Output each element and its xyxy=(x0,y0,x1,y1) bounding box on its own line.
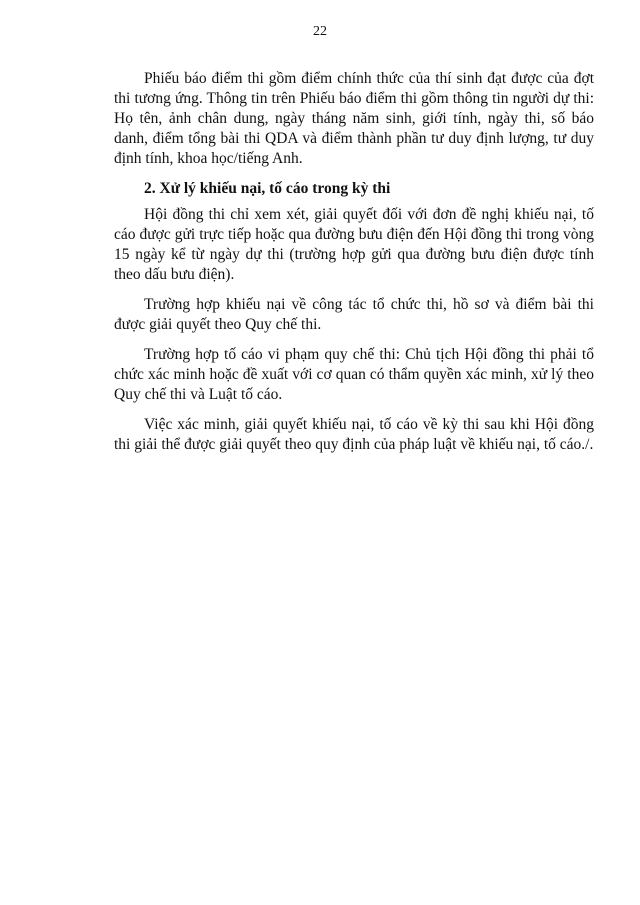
paragraph-complaint-submission: Hội đồng thi chỉ xem xét, giải quyết đối với đơn đề nghị khiếu nại, tố cáo được gửi trực tiếp hoặc qua đường bưu điện đến Hội đồng thi trong vòng 15 ngày kể từ ngày dự thi (trường hợp gửi qua đường bưu điện được tính theo dấu bưu điện). xyxy=(114,206,594,283)
paragraph-after-dissolution: Việc xác minh, giải quyết khiếu nại, tố cáo về kỳ thi sau khi Hội đồng thi giải thể được giải quyết theo quy định của pháp luật về khiếu nại, tố cáo./. xyxy=(114,416,594,453)
section-heading-complaints: 2. Xử lý khiếu nại, tố cáo trong kỳ thi xyxy=(144,180,391,197)
page-number: 22 xyxy=(313,24,327,39)
paragraph-score-report: Phiếu báo điểm thi gồm điểm chính thức của thí sinh đạt được của đợt thi tương ứng. Thông tin trên Phiếu báo điểm thi gồm thông tin người dự thi: Họ tên, ảnh chân dung, ngày tháng năm sinh, giới tính, ngày thi, số báo danh, điểm tổng bài thi QDA và điểm thành phần tư duy định lượng, tư duy định tính, khoa học/tiếng Anh. xyxy=(114,70,594,167)
paragraph-violation-report: Trường hợp tố cáo vi phạm quy chế thi: Chủ tịch Hội đồng thi phải tổ chức xác minh hoặc đề xuất với cơ quan có thẩm quyền xác minh, xử lý theo Quy chế thi và Luật tố cáo. xyxy=(114,346,594,403)
document-body xyxy=(114,69,594,465)
paragraph-organization-complaint: Trường hợp khiếu nại về công tác tổ chức thi, hồ sơ và điểm bài thi được giải quyết theo Quy chế thi. xyxy=(114,296,594,333)
